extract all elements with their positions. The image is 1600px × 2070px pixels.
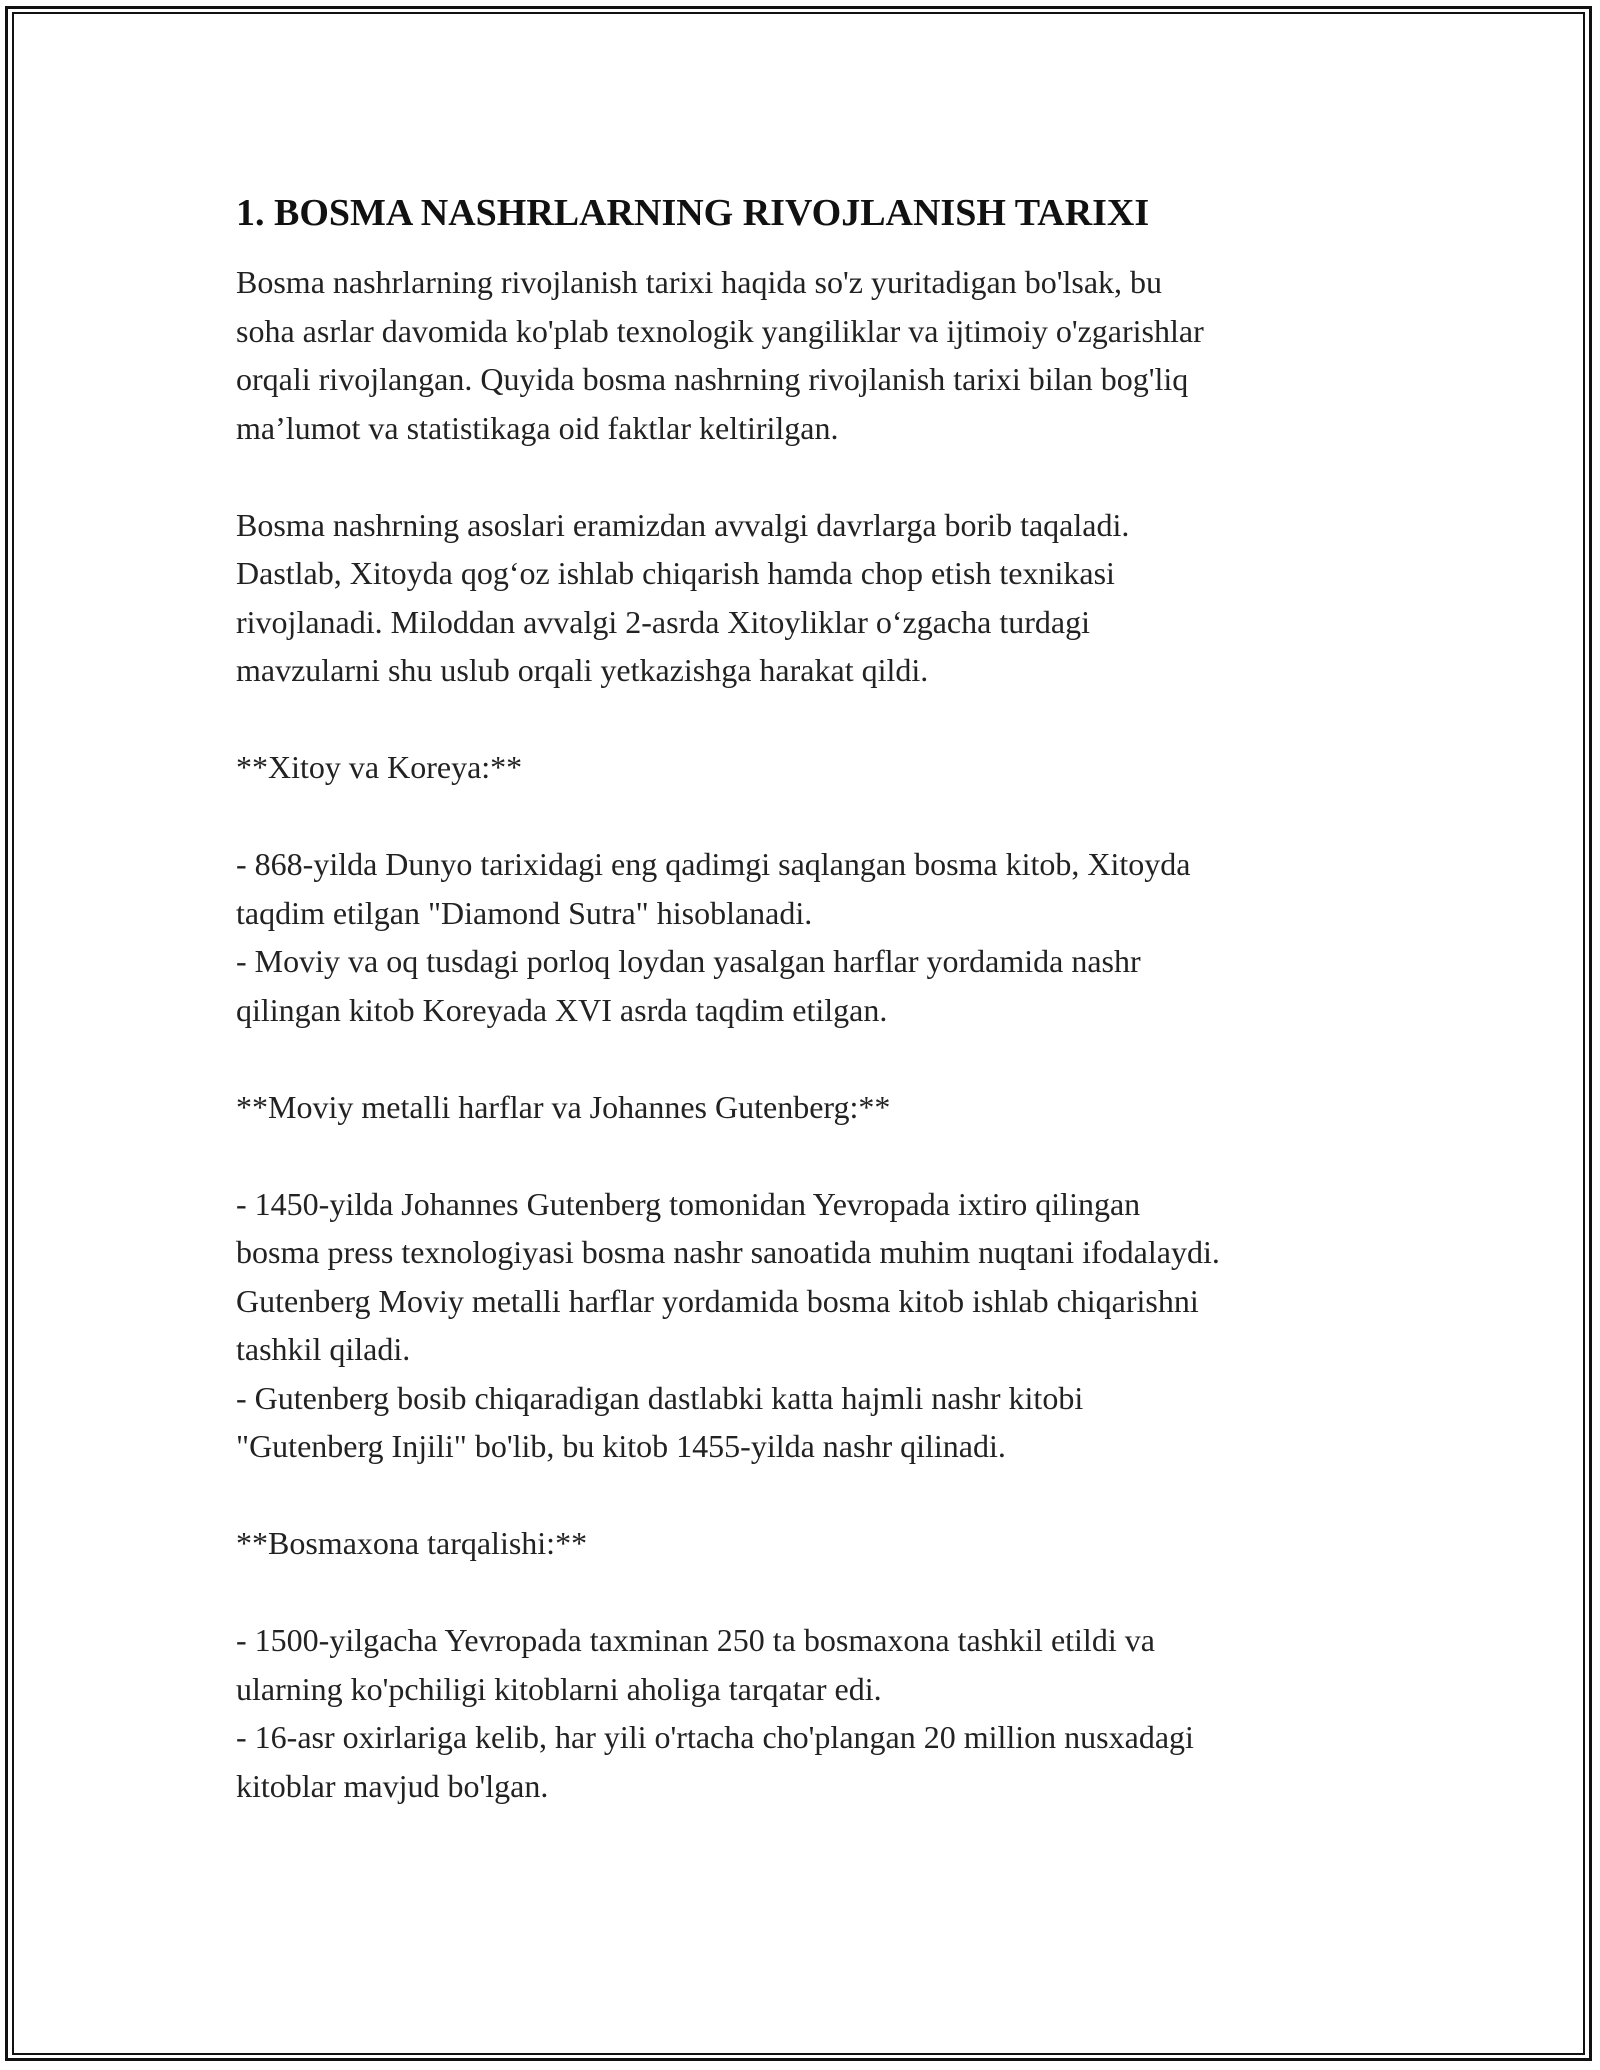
document-title: 1. BOSMA NASHRLARNING RIVOJLANISH TARIXI bbox=[236, 192, 1150, 234]
section-heading-printing-spread: **Bosmaxona tarqalishi:** bbox=[236, 1525, 588, 1561]
paragraph-gap bbox=[236, 792, 1396, 841]
paragraph-origins: Bosma nashrning asoslari eramizdan avvalgi davrlarga borib taqaladi. Dastlab, Xitoyda qog‘oz ishlab chiqarish hamda chop etish texnikasi rivojlanadi. Miloddan avvalgi 2-asrda Xitoyliklar o‘zgacha turdagi mavzularni shu uslub orqali yetkazishga harakat qildi. bbox=[236, 506, 1130, 688]
paragraph-gap bbox=[236, 1131, 1396, 1180]
list-china-korea: - 868-yilda Dunyo tarixidagi eng qadimgi saqlangan bosma kitob, Xitoyda taqdim etilgan "Diamond Sutra" hisoblanadi. - Moviy va oq tusdagi porloq loydan yasalgan harflar yordamida nashr qilingan kitob Koreyada XVI asrda taqdim etilgan. bbox=[236, 846, 1191, 1028]
paragraph-intro: Bosma nashrlarning rivojlanish tarixi haqida so'z yuritadigan bo'lsak, bu soha asrlar davomida ko'plab texnologik yangiliklar va ijtimoiy o'zgarishlar orqali rivojlangan. Quyida bosma nashrning rivojlanish tarixi bilan bog'liq ma’lumot va statistikaga oid faktlar keltirilgan. bbox=[236, 264, 1204, 446]
list-gutenberg: - 1450-yilda Johannes Gutenberg tomonidan Yevropada ixtiro qilingan bosma press texnologiyasi bosma nashr sanoatida muhim nuqtani ifodalaydi. Gutenberg Moviy metalli harflar yordamida bosma kitob ishlab chiqarishni tashkil qiladi. - Gutenberg bosib chiqaradigan dastlabki katta hajmli nashr kitobi "Gutenberg Injili" bo'lib, bu kitob 1455-yilda nashr qilinadi. bbox=[236, 1185, 1220, 1464]
document-body bbox=[236, 188, 1396, 1810]
section-heading-china-korea: **Xitoy va Koreya:** bbox=[236, 749, 523, 785]
paragraph-gap bbox=[236, 452, 1396, 501]
list-printing-spread: - 1500-yilgacha Yevropada taxminan 250 ta bosmaxona tashkil etildi va ularning ko'pchiligi kitoblarni aholiga tarqatar edi. - 16-asr oxirlariga kelib, har yili o'rtacha cho'plangan 20 million nusxadagi kitoblar mavjud bo'lgan. bbox=[236, 1622, 1194, 1804]
paragraph-gap bbox=[236, 1034, 1396, 1083]
paragraph-gap bbox=[236, 1568, 1396, 1617]
section-heading-gutenberg: **Moviy metalli harflar va Johannes Gutenberg:** bbox=[236, 1088, 891, 1125]
paragraph-gap bbox=[236, 695, 1396, 744]
paragraph-gap bbox=[236, 1471, 1396, 1520]
